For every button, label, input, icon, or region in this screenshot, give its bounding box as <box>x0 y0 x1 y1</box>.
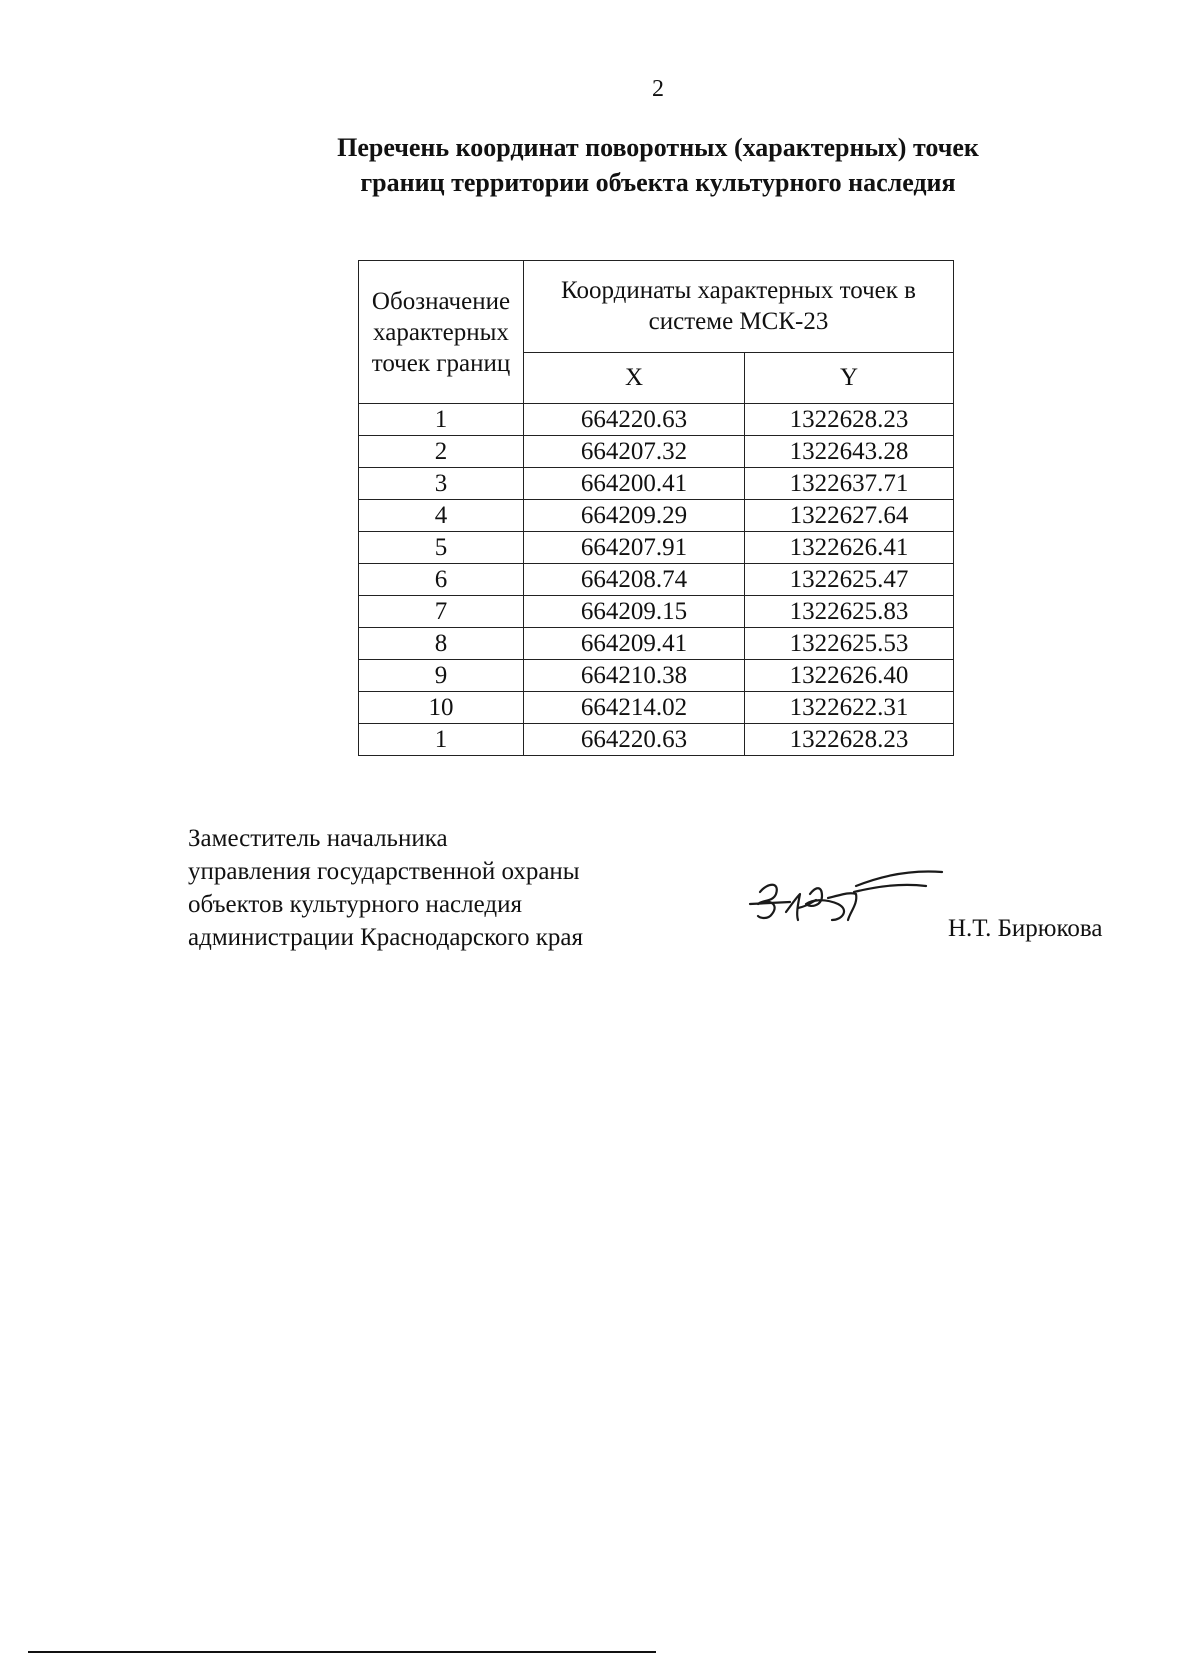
title-line-1: Перечень координат поворотных (характерных) точек <box>337 133 979 162</box>
cell-x: 664209.29 <box>524 500 745 532</box>
cell-point: 5 <box>359 532 524 564</box>
signer-position <box>188 822 583 954</box>
table-row <box>359 660 954 692</box>
page-number: 2 <box>652 76 664 102</box>
table-row <box>359 628 954 660</box>
header-point-designation: Обозначение характерных точек границ <box>359 261 524 404</box>
header-coordinate-system: Координаты характерных точек в системе МСК-23 <box>524 261 954 353</box>
cell-y: 1322626.41 <box>745 532 954 564</box>
cell-y: 1322628.23 <box>745 404 954 436</box>
cell-point: 6 <box>359 564 524 596</box>
cell-x: 664207.91 <box>524 532 745 564</box>
header-y: Y <box>745 352 954 403</box>
cell-y: 1322628.23 <box>745 724 954 756</box>
signer-position-line-1: Заместитель начальника <box>188 825 448 852</box>
table-row <box>359 500 954 532</box>
table-row <box>359 692 954 724</box>
cell-y: 1322625.53 <box>745 628 954 660</box>
cell-x: 664200.41 <box>524 468 745 500</box>
document-title <box>240 130 1076 200</box>
cell-point: 2 <box>359 436 524 468</box>
cell-point: 10 <box>359 692 524 724</box>
table-row <box>359 564 954 596</box>
cell-y: 1322625.47 <box>745 564 954 596</box>
cell-point: 7 <box>359 596 524 628</box>
table-row <box>359 724 954 756</box>
cell-point: 9 <box>359 660 524 692</box>
signer-position-line-2: управления государственной охраны <box>188 858 580 885</box>
signer-position-line-4: администрации Краснодарского края <box>188 924 584 951</box>
cell-y: 1322643.28 <box>745 436 954 468</box>
coordinates-table <box>358 260 954 756</box>
cell-x: 664220.63 <box>524 724 745 756</box>
cell-point: 8 <box>359 628 524 660</box>
cell-x: 664210.38 <box>524 660 745 692</box>
cell-x: 664207.32 <box>524 436 745 468</box>
cell-point: 1 <box>359 404 524 436</box>
header-x: X <box>524 352 745 403</box>
signer-position-line-3: объектов культурного наследия <box>188 891 522 918</box>
table-row <box>359 404 954 436</box>
table-row <box>359 532 954 564</box>
cell-y: 1322627.64 <box>745 500 954 532</box>
cell-point: 3 <box>359 468 524 500</box>
cell-y: 1322622.31 <box>745 692 954 724</box>
handwritten-signature <box>746 864 946 944</box>
cell-x: 664208.74 <box>524 564 745 596</box>
cell-x: 664209.41 <box>524 628 745 660</box>
cell-point: 1 <box>359 724 524 756</box>
table-row <box>359 436 954 468</box>
cell-x: 664220.63 <box>524 404 745 436</box>
coordinates-table-body <box>359 404 954 756</box>
cell-y: 1322637.71 <box>745 468 954 500</box>
table-row <box>359 468 954 500</box>
title-line-2: границ территории объекта культурного наследия <box>360 168 956 197</box>
cell-y: 1322626.40 <box>745 660 954 692</box>
cell-point: 4 <box>359 500 524 532</box>
table-row <box>359 596 954 628</box>
cell-x: 664214.02 <box>524 692 745 724</box>
signer-name: Н.Т. Бирюкова <box>948 915 1103 942</box>
cell-y: 1322625.83 <box>745 596 954 628</box>
footer-rule <box>28 1651 656 1653</box>
cell-x: 664209.15 <box>524 596 745 628</box>
